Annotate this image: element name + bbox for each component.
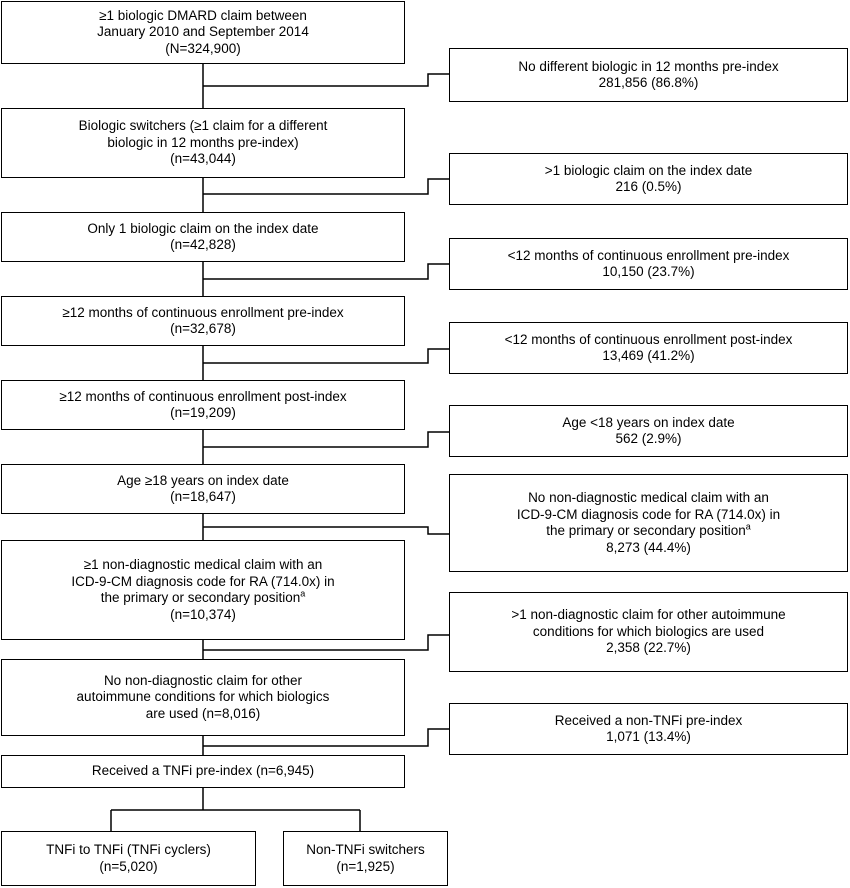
box-text-line: <12 months of continuous enrollment pre-index	[507, 247, 790, 263]
box-text-line: (n=32,678)	[170, 321, 236, 336]
box-text-line: 562 (2.9%)	[615, 431, 682, 446]
box-text-line: 1,071 (13.4%)	[606, 729, 691, 744]
box-text-line: No non-diagnostic medical claim with an	[528, 490, 769, 505]
box-text-line: 10,150 (23.7%)	[602, 264, 695, 279]
step-ra-diagnosis-claim	[1, 540, 405, 640]
box-text-line: ≥12 months of continuous enrollment pre-index	[62, 304, 344, 320]
box-text-line: (n=19,209)	[170, 405, 236, 420]
step-initial-biologic-claim	[1, 1, 405, 64]
box-text-line: the primary or secondary position$^a$	[546, 521, 751, 538]
step-no-other-autoimmune	[1, 659, 405, 736]
footnote-marker: a	[300, 588, 306, 599]
box-text-line: 8,273 (44.4%)	[606, 539, 691, 555]
box-text-line: Age ≥18 years on index date	[117, 472, 289, 488]
box-text-line: 281,856 (86.8%)	[598, 75, 699, 90]
step-biologic-switchers	[1, 108, 405, 178]
box-text-line: conditions for which biologics are used	[532, 623, 765, 639]
box-text-line: No non-diagnostic claim for other	[103, 672, 303, 688]
excluded-other-autoimmune	[449, 592, 848, 672]
excluded-multiple-biologic-claims	[449, 153, 848, 205]
step-received-tnfi	[1, 755, 405, 788]
box-text-line: 216 (0.5%)	[615, 179, 682, 194]
box-text-line: (n=1,925)	[336, 858, 395, 874]
box-text-line: ≥12 months of continuous enrollment post-index	[59, 388, 347, 404]
box-text-line: Non-TNFi switchers	[306, 842, 425, 857]
box-text-line: (N=324,900)	[165, 40, 241, 56]
box-text-line: No different biologic in 12 months pre-index	[518, 58, 779, 74]
box-text-line: ≥1 non-diagnostic medical claim with an	[83, 557, 323, 572]
excluded-non-tnfi	[449, 703, 848, 755]
step-enrollment-pre-index	[1, 296, 405, 346]
step-one-biologic-claim	[1, 212, 405, 262]
excluded-no-ra-diagnosis	[449, 474, 848, 572]
box-text-line: (n=42,828)	[170, 237, 236, 252]
box-text-line: (n=18,647)	[170, 489, 236, 504]
box-text-line: Biologic switchers (≥1 claim for a different	[78, 118, 328, 134]
excluded-no-different-biologic	[449, 48, 848, 102]
box-text-line: (n=5,020)	[99, 858, 158, 874]
footnote-marker: a	[745, 521, 751, 532]
excluded-enrollment-post-index	[449, 322, 848, 374]
box-text-line: 13,469 (41.2%)	[602, 348, 695, 363]
outcome-tnfi-cyclers	[1, 831, 256, 886]
box-text-line: TNFi to TNFi (TNFi cyclers)	[46, 842, 211, 857]
box-text-line: ≥1 biologic DMARD claim between	[99, 7, 307, 23]
box-text-line: the primary or secondary position$^a$	[100, 588, 306, 605]
box-text-line: >1 non-diagnostic claim for other autoimmune	[511, 607, 786, 623]
box-text-line: 2,358 (22.7%)	[606, 640, 691, 656]
box-text-line: ICD-9-CM diagnosis code for RA (714.0x) in	[71, 573, 335, 589]
box-text-line: Received a non-TNFi pre-index	[554, 712, 743, 728]
excluded-enrollment-pre-index	[449, 238, 848, 290]
box-text-line: (n=10,374)	[170, 606, 236, 622]
box-text-line: January 2010 and September 2014	[97, 24, 309, 40]
box-text-line: biologic in 12 months pre-index)	[107, 134, 299, 150]
box-text-line: Only 1 biologic claim on the index date	[87, 220, 319, 236]
box-text-line: Age <18 years on index date	[562, 414, 735, 430]
box-text-line: <12 months of continuous enrollment post-index	[504, 331, 793, 347]
box-text-line: Received a TNFi pre-index (n=6,945)	[91, 763, 315, 779]
box-text-line: (n=43,044)	[170, 151, 236, 167]
step-age-18-plus	[1, 464, 405, 514]
box-text-line: autoimmune conditions for which biologics	[76, 689, 330, 705]
excluded-age-under-18	[449, 405, 848, 457]
box-text-line: are used (n=8,016)	[145, 705, 261, 721]
step-enrollment-post-index	[1, 380, 405, 430]
box-text-line: >1 biologic claim on the index date	[544, 162, 753, 178]
outcome-non-tnfi-switchers	[283, 831, 448, 886]
box-text-line: ICD-9-CM diagnosis code for RA (714.0x) in	[516, 506, 781, 522]
